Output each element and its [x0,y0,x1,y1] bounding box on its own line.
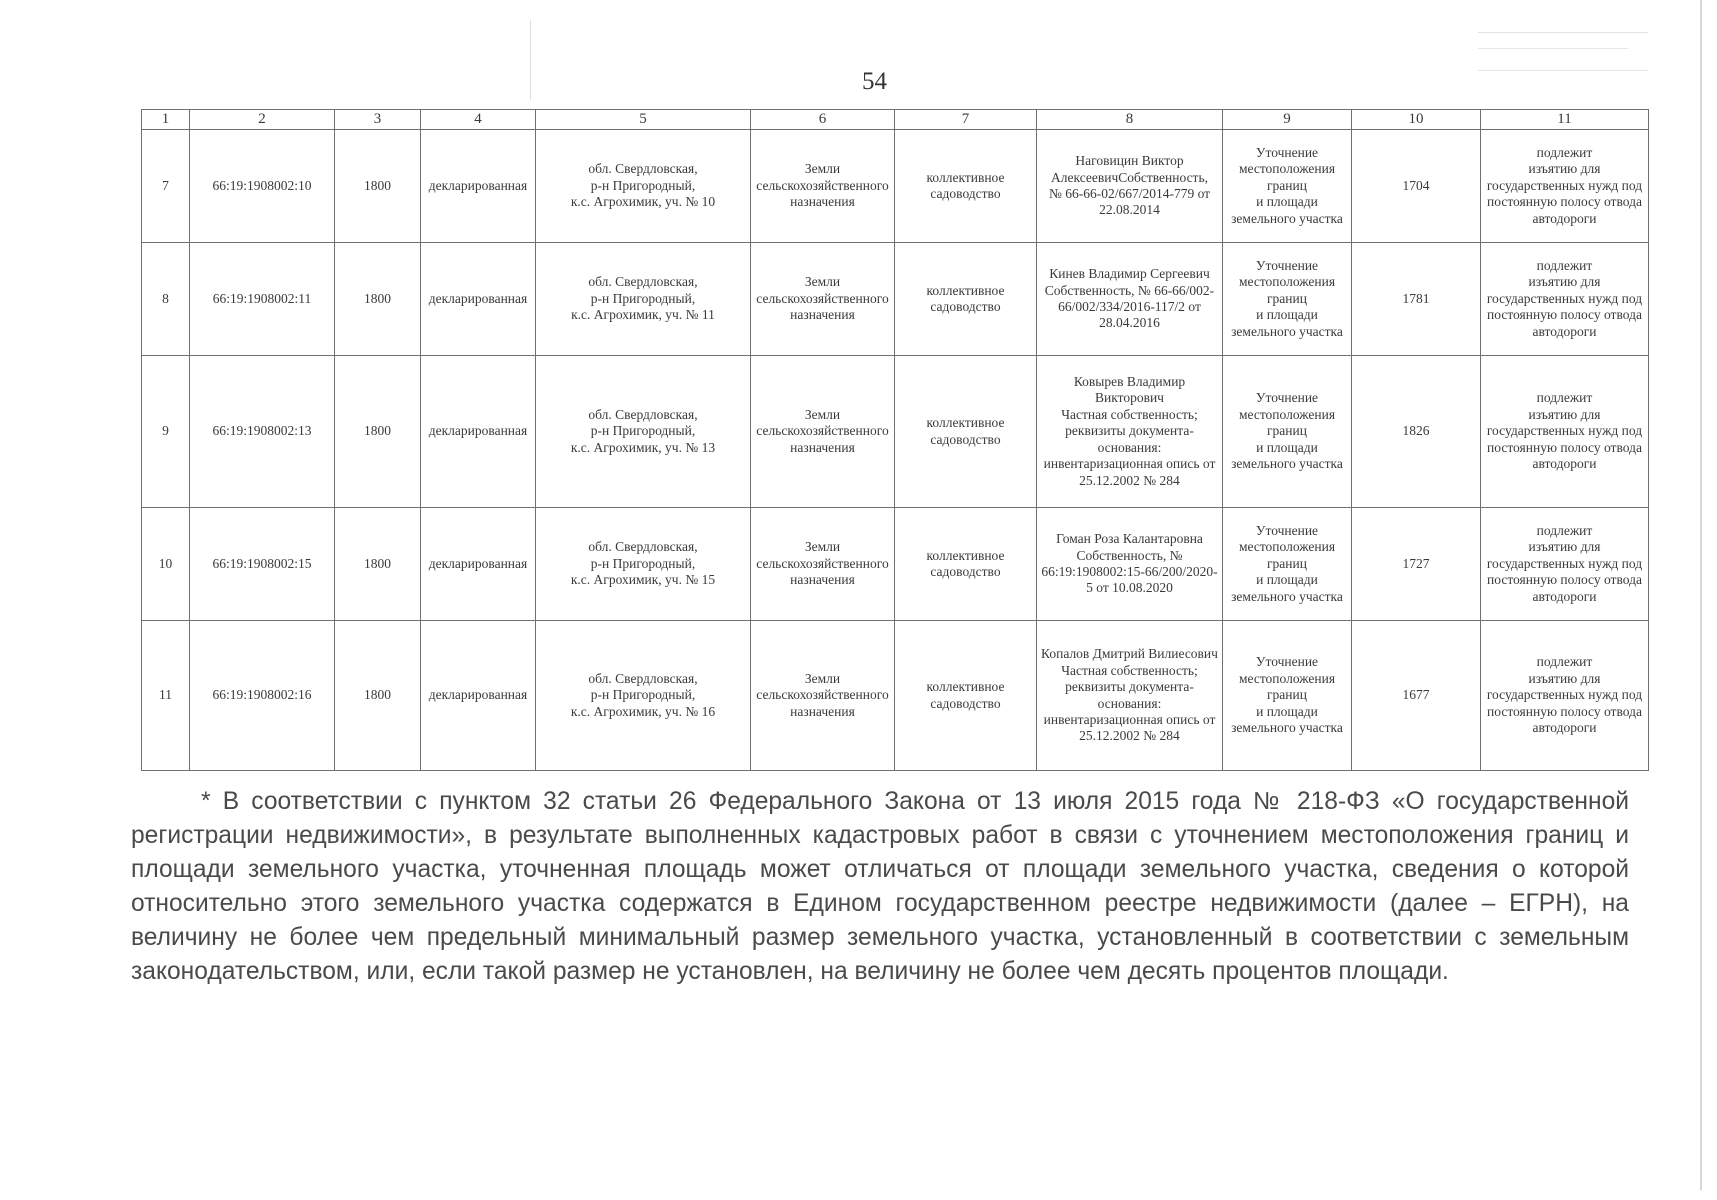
column-number: 10 [1352,110,1481,130]
scan-artifact [1700,0,1702,1190]
note-cell: подлежит изъятию для государственных нужд под постоянную полосу отвода автодороги [1481,508,1649,621]
note-cell: подлежит изъятию для государственных нужд под постоянную полосу отвода автодороги [1481,621,1649,771]
address-cell: обл. Свердловская, р-н Пригородный, к.с. Агрохимик, уч. № 15 [536,508,751,621]
row-number-cell: 11 [142,621,190,771]
address-cell: обл. Свердловская, р-н Пригородный, к.с. Агрохимик, уч. № 13 [536,356,751,508]
column-number: 5 [536,110,751,130]
area-cell: 1800 [335,621,421,771]
column-number: 8 [1037,110,1223,130]
owner-cell: Кинев Владимир Сергеевич Собственность, № 66-66/002-66/002/334/2016-117/2 от 28.04.2016 [1037,243,1223,356]
land-category-cell: Земли сельскохозяйственного назначения [751,621,895,771]
work-type-cell: Уточнение местоположения границ и площади земельного участка [1223,243,1352,356]
land-category-cell: Земли сельскохозяйственного назначения [751,356,895,508]
land-category-cell: Земли сельскохозяйственного назначения [751,243,895,356]
permitted-use-cell: коллективное садоводство [895,356,1037,508]
address-cell: обл. Свердловская, р-н Пригородный, к.с. Агрохимик, уч. № 11 [536,243,751,356]
area-type-cell: декларированная [421,356,536,508]
table-row [142,356,1649,508]
cadastral-number-cell: 66:19:1908002:15 [190,508,335,621]
permitted-use-cell: коллективное садоводство [895,508,1037,621]
scan-artifact [1478,70,1648,71]
column-number: 1 [142,110,190,130]
column-number: 2 [190,110,335,130]
land-plots-table [141,109,1649,771]
refined-area-cell: 1781 [1352,243,1481,356]
permitted-use-cell: коллективное садоводство [895,130,1037,243]
row-number-cell: 8 [142,243,190,356]
note-cell: подлежит изъятию для государственных нужд под постоянную полосу отвода автодороги [1481,130,1649,243]
column-number: 4 [421,110,536,130]
refined-area-cell: 1704 [1352,130,1481,243]
table-row [142,621,1649,771]
address-cell: обл. Свердловская, р-н Пригородный, к.с. Агрохимик, уч. № 16 [536,621,751,771]
owner-cell: Ковырев Владимир Викторович Частная собственность; реквизиты документа-основания: инвентаризационная опись от 25.12.2002 № 284 [1037,356,1223,508]
column-number: 3 [335,110,421,130]
note-cell: подлежит изъятию для государственных нужд под постоянную полосу отвода автодороги [1481,356,1649,508]
owner-cell: Копалов Дмитрий Вилиесович Частная собственность; реквизиты документа-основания: инвентаризационная опись от 25.12.2002 № 284 [1037,621,1223,771]
area-cell: 1800 [335,356,421,508]
column-number-row [142,110,1649,130]
land-category-cell: Земли сельскохозяйственного назначения [751,130,895,243]
page-number: 54 [862,68,887,95]
refined-area-cell: 1677 [1352,621,1481,771]
refined-area-cell: 1826 [1352,356,1481,508]
address-cell: обл. Свердловская, р-н Пригородный, к.с. Агрохимик, уч. № 10 [536,130,751,243]
column-number: 7 [895,110,1037,130]
work-type-cell: Уточнение местоположения границ и площади земельного участка [1223,130,1352,243]
note-cell: подлежит изъятию для государственных нужд под постоянную полосу отвода автодороги [1481,243,1649,356]
table-row [142,243,1649,356]
row-number-cell: 7 [142,130,190,243]
column-number: 6 [751,110,895,130]
column-number: 9 [1223,110,1352,130]
permitted-use-cell: коллективное садоводство [895,243,1037,356]
land-category-cell: Земли сельскохозяйственного назначения [751,508,895,621]
area-cell: 1800 [335,130,421,243]
cadastral-number-cell: 66:19:1908002:16 [190,621,335,771]
row-number-cell: 10 [142,508,190,621]
work-type-cell: Уточнение местоположения границ и площади земельного участка [1223,508,1352,621]
scan-artifact [1478,32,1648,33]
area-cell: 1800 [335,243,421,356]
cadastral-number-cell: 66:19:1908002:10 [190,130,335,243]
scan-artifact [530,20,531,100]
row-number-cell: 9 [142,356,190,508]
area-type-cell: декларированная [421,243,536,356]
footnote: * В соответствии с пунктом 32 статьи 26 Федерального Закона от 13 июля 2015 года № 218-ФЗ «О государственной регистрации недвижимости», в результате выполненных кадастровых работ в связи с уточнением местоположения границ и площади земельного участка, уточненная площадь может отличаться от площади земельного участка, сведения о которой относительно этого земельного участка содержатся в Едином государственном реестре недвижимости (далее – ЕГРН), на величину не более чем предельный минимальный размер земельного участка, установленный в соответствии с земельным законодательством, или, если такой размер не установлен, на величину не более чем десять процентов площади. [131,788,1629,985]
table-row [142,508,1649,621]
area-cell: 1800 [335,508,421,621]
permitted-use-cell: коллективное садоводство [895,621,1037,771]
cadastral-number-cell: 66:19:1908002:11 [190,243,335,356]
area-type-cell: декларированная [421,130,536,243]
table-row [142,130,1649,243]
area-type-cell: декларированная [421,621,536,771]
scan-artifact [1478,48,1628,49]
owner-cell: Гоман Роза Калантаровна Собственность, № 66:19:1908002:15-66/200/2020-5 от 10.08.2020 [1037,508,1223,621]
work-type-cell: Уточнение местоположения границ и площади земельного участка [1223,621,1352,771]
refined-area-cell: 1727 [1352,508,1481,621]
owner-cell: Наговицин Виктор АлексеевичСобственность, № 66-66-02/667/2014-779 от 22.08.2014 [1037,130,1223,243]
column-number: 11 [1481,110,1649,130]
work-type-cell: Уточнение местоположения границ и площади земельного участка [1223,356,1352,508]
area-type-cell: декларированная [421,508,536,621]
cadastral-number-cell: 66:19:1908002:13 [190,356,335,508]
